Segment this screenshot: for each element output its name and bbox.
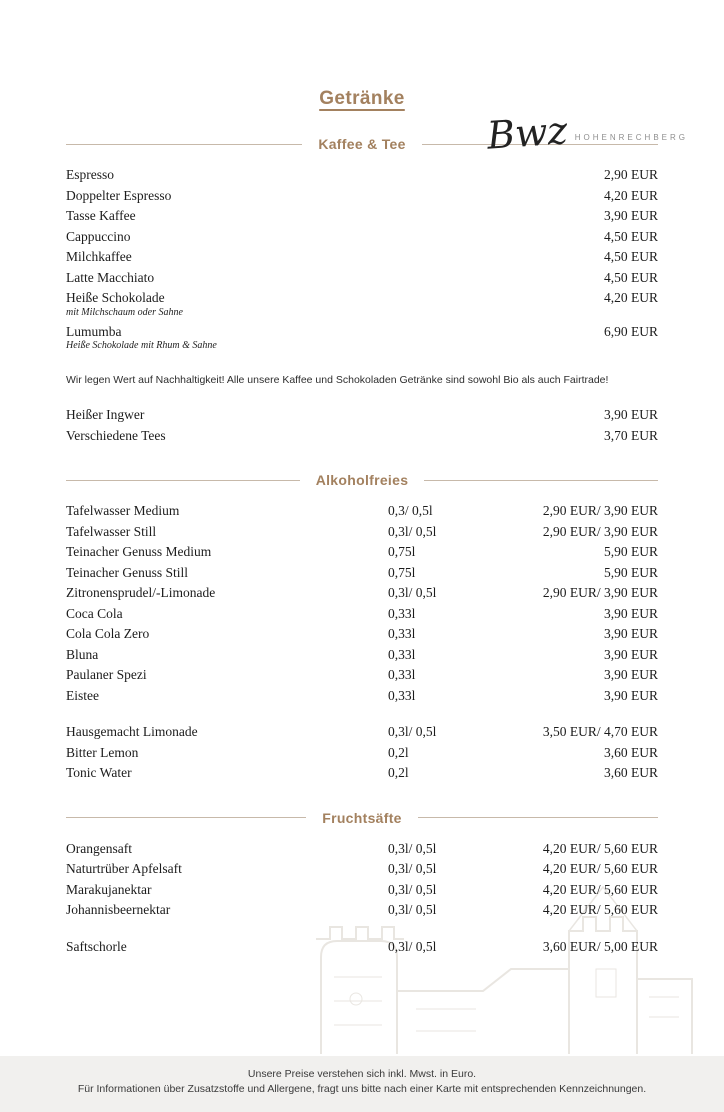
item-price: 3,90 EUR [604, 605, 658, 621]
item-name: Paulaner Spezi [66, 667, 147, 682]
heading-rule-left [66, 144, 302, 145]
item-price: 2,90 EUR [604, 167, 658, 182]
menu-item-row [66, 165, 658, 186]
menu-item-row [66, 583, 658, 604]
menu-item [66, 405, 388, 426]
item-name: Zitronensprudel/-Limonade [66, 585, 216, 600]
menu-item [66, 722, 388, 743]
menu-item-row [66, 686, 658, 707]
item-size: 0,3l/ 0,5l [388, 840, 437, 856]
item-price: 4,50 EUR [604, 249, 658, 264]
menu-item [66, 859, 388, 880]
item-price: 2,90 EUR/ 3,90 EUR [542, 523, 658, 539]
menu-item-row [66, 604, 658, 625]
menu-item-row [66, 206, 658, 227]
item-name: Bluna [66, 646, 99, 662]
item-price: 4,50 EUR [604, 228, 658, 244]
menu-item-row [66, 322, 658, 356]
item-name: Tasse Kaffee [66, 208, 136, 223]
section-heading-label: Alkoholfreies [315, 472, 409, 488]
item-subtitle: mit Milchschaum oder Sahne [66, 306, 183, 318]
menu-item [66, 743, 388, 764]
item-name: Marakujanektar [66, 881, 152, 897]
section-heading-label: Fruchtsäfte [322, 809, 402, 826]
item-name: Espresso [66, 167, 114, 182]
menu-item-row [66, 839, 658, 860]
item-subtitle: Heiße Schokolade mit Rhum & Sahne [66, 340, 217, 351]
item-price: 4,20 EUR [604, 290, 658, 305]
item-name: Tonic Water [66, 765, 132, 780]
section-heading [66, 472, 658, 488]
spacer [66, 706, 658, 722]
item-size: 0,3/ 0,5l [388, 503, 433, 518]
menu-item [66, 604, 388, 625]
menu-item [66, 900, 388, 921]
item-name: Milchkaffee [66, 249, 132, 264]
menu-item [66, 247, 388, 268]
spacer [66, 921, 658, 937]
heading-rule-left [66, 480, 300, 481]
item-price: 2,90 EUR/ 3,90 EUR [542, 503, 658, 518]
menu-item [66, 624, 388, 645]
menu-item [66, 206, 388, 227]
menu-item [66, 839, 388, 860]
section-heading-label: Kaffee & Tee [318, 136, 406, 152]
logo [485, 108, 688, 158]
menu-item [66, 686, 388, 707]
menu-item [66, 542, 388, 563]
item-size: 0,3l/ 0,5l [388, 902, 437, 917]
menu-item-row [66, 186, 658, 207]
item-name: Tafelwasser Still [66, 523, 157, 539]
item-name: Eistee [66, 687, 99, 703]
item-price: 3,70 EUR [604, 427, 658, 443]
menu-item-row [66, 665, 658, 686]
menu-item-row [66, 227, 658, 248]
item-name: Cola Cola Zero [66, 626, 150, 641]
menu-item-row [66, 247, 658, 268]
menu-section [66, 472, 658, 784]
footer-allergen-note: Für Informationen über Zusatzstoffe und Allergene, fragt uns bitte nach einer Karte mit entsprechenden Kennzeichnungen. [77, 1083, 647, 1095]
menu-item-row [66, 426, 658, 447]
item-name: Cappuccino [66, 228, 131, 244]
item-price: 3,90 EUR [604, 407, 658, 422]
item-price: 3,90 EUR [604, 626, 658, 641]
menu-item-row [66, 405, 658, 426]
item-name: Hausgemacht Limonade [66, 724, 198, 739]
item-name: Coca Cola [66, 605, 123, 621]
item-price: 3,90 EUR [604, 208, 658, 223]
item-price: 4,20 EUR/ 5,60 EUR [542, 840, 658, 856]
item-price: 4,20 EUR/ 5,60 EUR [542, 902, 658, 917]
menu-item-row [66, 880, 658, 901]
menu-item-row [66, 763, 658, 784]
menu-item-row [66, 268, 658, 289]
menu-item-row [66, 522, 658, 543]
item-price: 3,90 EUR [604, 646, 658, 662]
menu-content [0, 88, 724, 957]
item-price: 4,20 EUR/ 5,60 EUR [542, 861, 658, 876]
item-name: Doppelter Espresso [66, 187, 172, 203]
item-size: 0,3l/ 0,5l [388, 724, 437, 739]
item-name: Orangensaft [66, 840, 132, 856]
menu-item-row [66, 900, 658, 921]
menu-item-row [66, 937, 658, 958]
item-name: Heißer Ingwer [66, 407, 145, 422]
item-name: Lumumba [66, 323, 122, 339]
menu-item-row [66, 743, 658, 764]
item-size: 0,3l/ 0,5l [388, 585, 437, 600]
item-price: 3,60 EUR/ 5,00 EUR [542, 938, 658, 954]
menu-item [66, 288, 388, 322]
item-name: Tafelwasser Medium [66, 503, 180, 518]
item-name: Johannisbeernektar [66, 902, 171, 917]
menu-item [66, 165, 388, 186]
item-price: 4,50 EUR [604, 269, 658, 285]
item-price: 3,60 EUR [604, 744, 658, 760]
item-name: Teinacher Genuss Still [66, 564, 189, 580]
item-name: Saftschorle [66, 938, 127, 954]
menu-item-row [66, 501, 658, 522]
logo-signature-mark: Bwz [485, 108, 570, 158]
item-size: 0,3l/ 0,5l [388, 523, 437, 539]
item-price: 2,90 EUR/ 3,90 EUR [542, 585, 658, 600]
menu-item-row [66, 722, 658, 743]
item-price: 4,20 EUR/ 5,60 EUR [542, 881, 658, 897]
item-price: 6,90 EUR [604, 323, 658, 339]
menu-item [66, 665, 388, 686]
item-size: 0,75l [388, 564, 416, 580]
item-size: 0,2l [388, 744, 409, 760]
menu-item [66, 522, 388, 543]
menu-item [66, 937, 388, 958]
heading-rule-left [66, 817, 306, 818]
item-size: 0,3l/ 0,5l [388, 938, 437, 954]
menu-item-row [66, 542, 658, 563]
footer [0, 1056, 724, 1112]
sustainability-note: Wir legen Wert auf Nachhaltigkeit! Alle unsere Kaffee und Schokoladen Getränke sind sowohl Bio als auch Fairtrade! [66, 374, 609, 386]
logo-wordmark: HOHENRECHBERG [574, 132, 688, 142]
menu-item [66, 645, 388, 666]
menu-item [66, 563, 388, 584]
item-price: 5,90 EUR [604, 564, 658, 580]
item-price: 5,90 EUR [604, 544, 658, 559]
item-price: 3,90 EUR [604, 667, 658, 682]
item-name: Bitter Lemon [66, 744, 139, 760]
menu-item [66, 186, 388, 207]
item-size: 0,3l/ 0,5l [388, 861, 437, 876]
item-name: Heiße Schokolade [66, 290, 165, 305]
menu-item [66, 880, 388, 901]
item-size: 0,75l [388, 544, 416, 559]
heading-rule-right [424, 480, 658, 481]
menu-item-row [66, 624, 658, 645]
menu-item [66, 268, 388, 289]
item-price: 3,60 EUR [604, 765, 658, 780]
footer-vat-note: Unsere Preise verstehen sich inkl. Mwst. in Euro. [247, 1068, 477, 1080]
item-price: 3,90 EUR [604, 687, 658, 703]
item-name: Naturtrüber Apfelsaft [66, 861, 182, 876]
item-size: 0,3l/ 0,5l [388, 881, 437, 897]
item-size: 0,33l [388, 667, 416, 682]
item-price: 3,50 EUR/ 4,70 EUR [542, 724, 658, 739]
section-heading [66, 810, 658, 826]
menu-item [66, 322, 388, 356]
item-name: Verschiedene Tees [66, 427, 166, 443]
page-title: Getränke [319, 88, 405, 109]
item-size: 0,2l [388, 765, 409, 780]
menu-sections [66, 136, 658, 957]
heading-rule-right [418, 817, 658, 818]
menu-item [66, 501, 388, 522]
menu-item-row [66, 563, 658, 584]
item-size: 0,33l [388, 626, 416, 641]
item-name: Latte Macchiato [66, 269, 155, 285]
menu-item [66, 227, 388, 248]
menu-page [0, 88, 724, 1112]
menu-section [66, 136, 658, 446]
menu-item-row [66, 645, 658, 666]
menu-item-row [66, 288, 658, 322]
item-size: 0,33l [388, 687, 416, 703]
item-price: 4,20 EUR [604, 187, 658, 203]
item-name: Teinacher Genuss Medium [66, 544, 212, 559]
menu-item [66, 583, 388, 604]
item-size: 0,33l [388, 605, 416, 621]
menu-item-row [66, 859, 658, 880]
item-size: 0,33l [388, 646, 416, 662]
menu-section [66, 810, 658, 958]
menu-item [66, 426, 388, 447]
menu-item [66, 763, 388, 784]
